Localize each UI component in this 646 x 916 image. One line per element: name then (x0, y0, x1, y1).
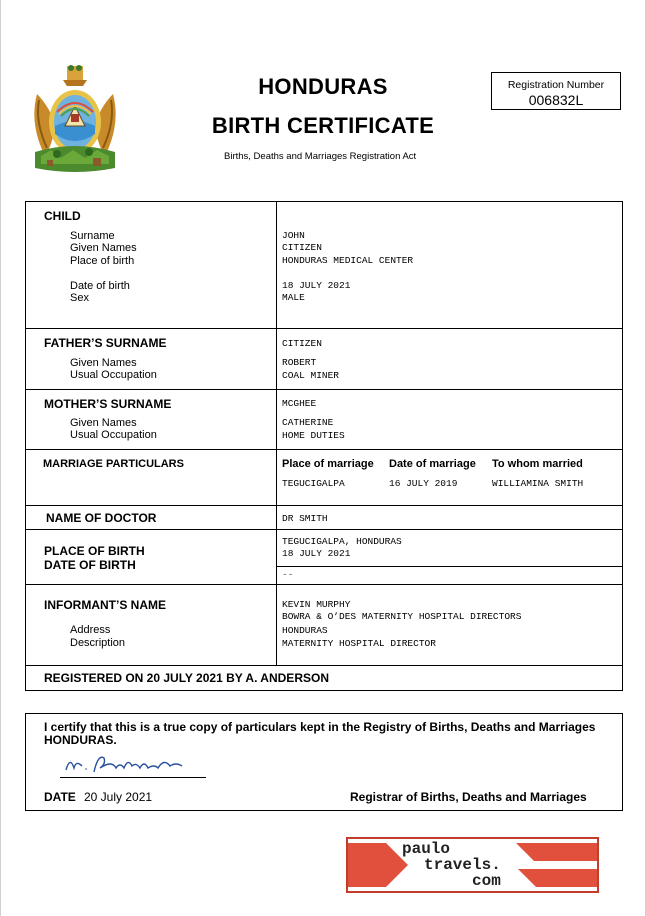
row-divider (276, 566, 622, 567)
document-title: BIRTH CERTIFICATE (211, 113, 435, 138)
certification-date: 20 July 2021 (84, 790, 153, 804)
marriage-date-header: Date of marriage (389, 458, 476, 470)
registered-statement: REGISTERED ON 20 JULY 2021 BY A. ANDERSON (44, 671, 329, 685)
mother-given-names: CATHERINE (282, 417, 334, 428)
child-surname: JOHN (282, 230, 305, 241)
marriage-place: TEGUCIGALPA (282, 478, 345, 489)
particulars-table (25, 201, 623, 691)
informant-description-label: Description (70, 637, 126, 649)
certification-box (25, 713, 623, 811)
doctor-heading: NAME OF DOCTOR (46, 511, 157, 525)
row-divider (26, 665, 622, 666)
date-of-birth-value: 18 JULY 2021 (282, 548, 351, 559)
informant-address-line1: BOWRA & O’DES MATERNITY HOSPITAL DIRECTORS (282, 611, 522, 622)
father-occupation-label: Usual Occupation (70, 369, 157, 381)
row-divider (26, 328, 622, 329)
birth-extra-value: -- (282, 569, 294, 580)
registration-act: Births, Deaths and Marriages Registration Act (224, 151, 417, 162)
signature-line (60, 777, 206, 778)
certification-statement-line2: HONDURAS. (44, 733, 117, 747)
mother-occupation-label: Usual Occupation (70, 429, 157, 441)
child-date-of-birth: 18 JULY 2021 (282, 280, 351, 291)
column-divider (276, 202, 277, 665)
place-of-birth-value: TEGUCIGALPA, HONDURAS (282, 536, 402, 547)
marriage-heading: MARRIAGE PARTICULARS (43, 458, 184, 470)
father-given-names: ROBERT (282, 357, 317, 368)
child-place-of-birth: HONDURAS MEDICAL CENTER (282, 255, 414, 266)
document-title-country: HONDURAS (258, 74, 388, 99)
informant-address-line2: HONDURAS (282, 625, 328, 636)
watermark-text-line1: paulo (402, 840, 451, 858)
child-given-names: CITIZEN (282, 242, 322, 253)
father-surname: CITIZEN (282, 338, 322, 349)
child-place-of-birth-label: Place of birth (70, 255, 135, 267)
marriage-whom-header: To whom married (492, 458, 583, 470)
date-of-birth-heading: DATE OF BIRTH (44, 558, 136, 572)
mother-occupation: HOME DUTIES (282, 430, 345, 441)
child-heading: CHILD (44, 209, 81, 223)
certification-date-label: DATE (44, 790, 76, 804)
informant-heading: INFORMANT’S NAME (44, 598, 166, 612)
watermark-text-line3: com (472, 872, 501, 890)
father-occupation: COAL MINER (282, 370, 340, 381)
certification-statement-line1: I certify that this is a true copy of particulars kept in the Registry of Births, Deaths and Marriages (44, 720, 596, 734)
child-sex-label: Sex (70, 292, 89, 304)
marriage-spouse: WILLIAMINA SMITH (492, 478, 584, 489)
informant-address-label: Address (70, 624, 111, 636)
row-divider (26, 449, 622, 450)
child-given-names-label: Given Names (70, 242, 137, 254)
marriage-date: 16 JULY 2019 (389, 478, 458, 489)
registration-number-box (491, 72, 621, 110)
mother-heading: MOTHER’S SURNAME (44, 397, 172, 411)
child-sex: MALE (282, 292, 305, 303)
row-divider (26, 505, 622, 506)
place-of-birth-heading: PLACE OF BIRTH (44, 544, 145, 558)
registration-number-value: 006832L (528, 92, 584, 108)
informant-name: KEVIN MURPHY (282, 599, 351, 610)
watermark-logo (346, 837, 599, 893)
father-heading: FATHER’S SURNAME (44, 336, 167, 350)
father-given-names-label: Given Names (70, 357, 137, 369)
marriage-place-header: Place of marriage (282, 458, 374, 470)
row-divider (26, 389, 622, 390)
registrar-title: Registrar of Births, Deaths and Marriages (350, 790, 587, 804)
mother-surname: MCGHEE (282, 398, 317, 409)
registrar-signature (60, 750, 210, 778)
mother-given-names-label: Given Names (70, 417, 137, 429)
row-divider (26, 529, 622, 530)
child-surname-label: Surname (70, 230, 115, 242)
row-divider (26, 584, 622, 585)
informant-description: MATERNITY HOSPITAL DIRECTOR (282, 638, 436, 649)
watermark-text-line2: travels. (424, 856, 501, 874)
doctor-name: DR SMITH (282, 513, 328, 524)
child-date-of-birth-label: Date of birth (70, 280, 130, 292)
registration-number-label: Registration Number (507, 79, 605, 91)
